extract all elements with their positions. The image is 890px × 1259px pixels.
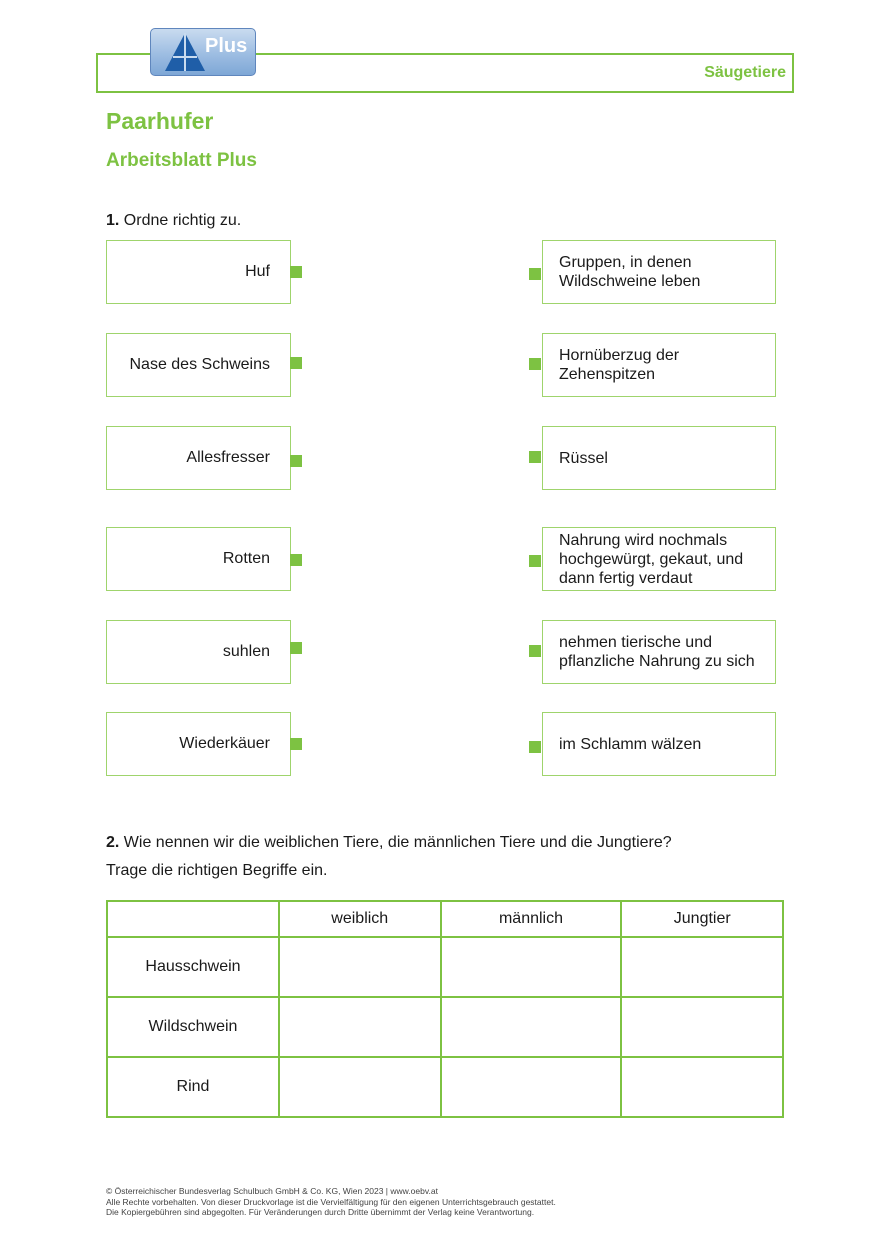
right-term-box bbox=[542, 712, 776, 776]
table-header-cell bbox=[107, 901, 279, 937]
right-term-line: Wildschweine leben bbox=[559, 273, 701, 290]
right-term-line: nehmen tierische und bbox=[559, 634, 712, 651]
answer-cell[interactable] bbox=[279, 937, 441, 997]
footer-line: © Österreichischer Bundesverlag Schulbuch GmbH & Co. KG, Wien 2023 | www.oebv.at bbox=[106, 1186, 438, 1196]
task1-heading bbox=[106, 212, 241, 230]
plus-logo bbox=[150, 28, 256, 76]
answer-cell[interactable] bbox=[621, 937, 783, 997]
left-term-box bbox=[106, 712, 291, 776]
left-term-label: Allesfresser bbox=[186, 449, 270, 466]
right-term-line: Rüssel bbox=[559, 449, 608, 467]
right-term-box bbox=[542, 240, 776, 304]
table-header-cell: männlich bbox=[441, 901, 622, 937]
connector-point[interactable] bbox=[290, 357, 302, 369]
connector-point[interactable] bbox=[529, 645, 541, 657]
connector-point[interactable] bbox=[529, 268, 541, 280]
answer-cell[interactable] bbox=[441, 997, 622, 1057]
right-term-label bbox=[559, 449, 608, 468]
task2-text: Wie nennen wir die weiblichen Tiere, die männlichen Tiere und die Jungtiere? bbox=[123, 834, 672, 851]
footer-line: Die Kopiergebühren sind abgegolten. Für Veränderungen durch Dritte übernimmt der Verlag keine Verantwortung. bbox=[106, 1207, 535, 1217]
page-title: Paarhufer bbox=[106, 108, 214, 134]
connector-point[interactable] bbox=[529, 358, 541, 370]
right-term-line: Nahrung wird nochmals bbox=[559, 531, 728, 549]
left-term-box bbox=[106, 527, 291, 591]
answer-cell[interactable] bbox=[279, 997, 441, 1057]
right-term-line: Gruppen, in denen bbox=[559, 254, 692, 271]
connector-point[interactable] bbox=[529, 451, 541, 463]
right-term-label bbox=[559, 633, 755, 671]
right-term-label bbox=[559, 253, 700, 291]
table-header-cell: weiblich bbox=[279, 901, 441, 937]
left-term-label: Wiederkäuer bbox=[179, 735, 270, 752]
connector-point[interactable] bbox=[290, 455, 302, 467]
right-term-line: dann fertig verdaut bbox=[559, 569, 693, 587]
task2-number: 2. bbox=[106, 834, 120, 851]
right-term-box bbox=[542, 620, 776, 684]
left-term-label: suhlen bbox=[222, 643, 270, 660]
connector-point[interactable] bbox=[290, 738, 302, 750]
answer-cell[interactable] bbox=[441, 937, 622, 997]
left-term-box bbox=[106, 426, 291, 490]
left-term-label: Huf bbox=[245, 263, 270, 280]
table-row bbox=[107, 1057, 783, 1117]
connector-point[interactable] bbox=[290, 266, 302, 278]
row-label: Rind bbox=[107, 1057, 279, 1117]
answer-cell[interactable] bbox=[441, 1057, 622, 1117]
table-header-row bbox=[107, 901, 783, 937]
right-term-box bbox=[542, 527, 776, 591]
connector-point[interactable] bbox=[529, 555, 541, 567]
right-term-box bbox=[542, 333, 776, 397]
right-term-line: hochgewürgt, gekaut, und bbox=[559, 550, 744, 568]
connector-point[interactable] bbox=[529, 741, 541, 753]
row-label: Wildschwein bbox=[107, 997, 279, 1057]
connector-point[interactable] bbox=[290, 642, 302, 654]
table-row bbox=[107, 937, 783, 997]
animal-names-table bbox=[106, 900, 784, 1118]
task2-instruction: Trage die richtigen Begriffe ein. bbox=[106, 862, 328, 879]
table-header-cell: Jungtier bbox=[621, 901, 783, 937]
task2-heading bbox=[106, 834, 672, 852]
right-term-label bbox=[559, 531, 743, 588]
task1-text: Ordne richtig zu. bbox=[123, 212, 242, 229]
logo-text: Plus bbox=[205, 35, 248, 57]
right-term-line: Hornüberzug der bbox=[559, 347, 680, 364]
right-term-line: Zehenspitzen bbox=[559, 366, 656, 383]
answer-cell[interactable] bbox=[621, 997, 783, 1057]
left-term-box bbox=[106, 620, 291, 684]
footer-line: Alle Rechte vorbehalten. Von dieser Druckvorlage ist die Vervielfältigung für den eigenen Unterrichtsgebrauch gestattet. bbox=[106, 1196, 556, 1207]
page-subtitle: Arbeitsblatt Plus bbox=[106, 150, 257, 171]
table-row bbox=[107, 997, 783, 1057]
task1-number: 1. bbox=[106, 212, 120, 229]
answer-cell[interactable] bbox=[621, 1057, 783, 1117]
right-term-label bbox=[559, 735, 701, 754]
left-term-label: Rotten bbox=[222, 550, 270, 567]
left-term-box bbox=[106, 240, 291, 304]
left-term-box bbox=[106, 333, 291, 397]
answer-cell[interactable] bbox=[279, 1057, 441, 1117]
chapter-label: Säugetiere bbox=[704, 64, 786, 81]
right-term-line: im Schlamm wälzen bbox=[559, 735, 702, 753]
footer bbox=[106, 1186, 556, 1218]
right-term-box bbox=[542, 426, 776, 490]
right-term-line: pflanzliche Nahrung zu sich bbox=[559, 653, 755, 670]
connector-point[interactable] bbox=[290, 554, 302, 566]
right-term-label bbox=[559, 346, 679, 384]
row-label: Hausschwein bbox=[107, 937, 279, 997]
left-term-label: Nase des Schweins bbox=[129, 356, 270, 373]
